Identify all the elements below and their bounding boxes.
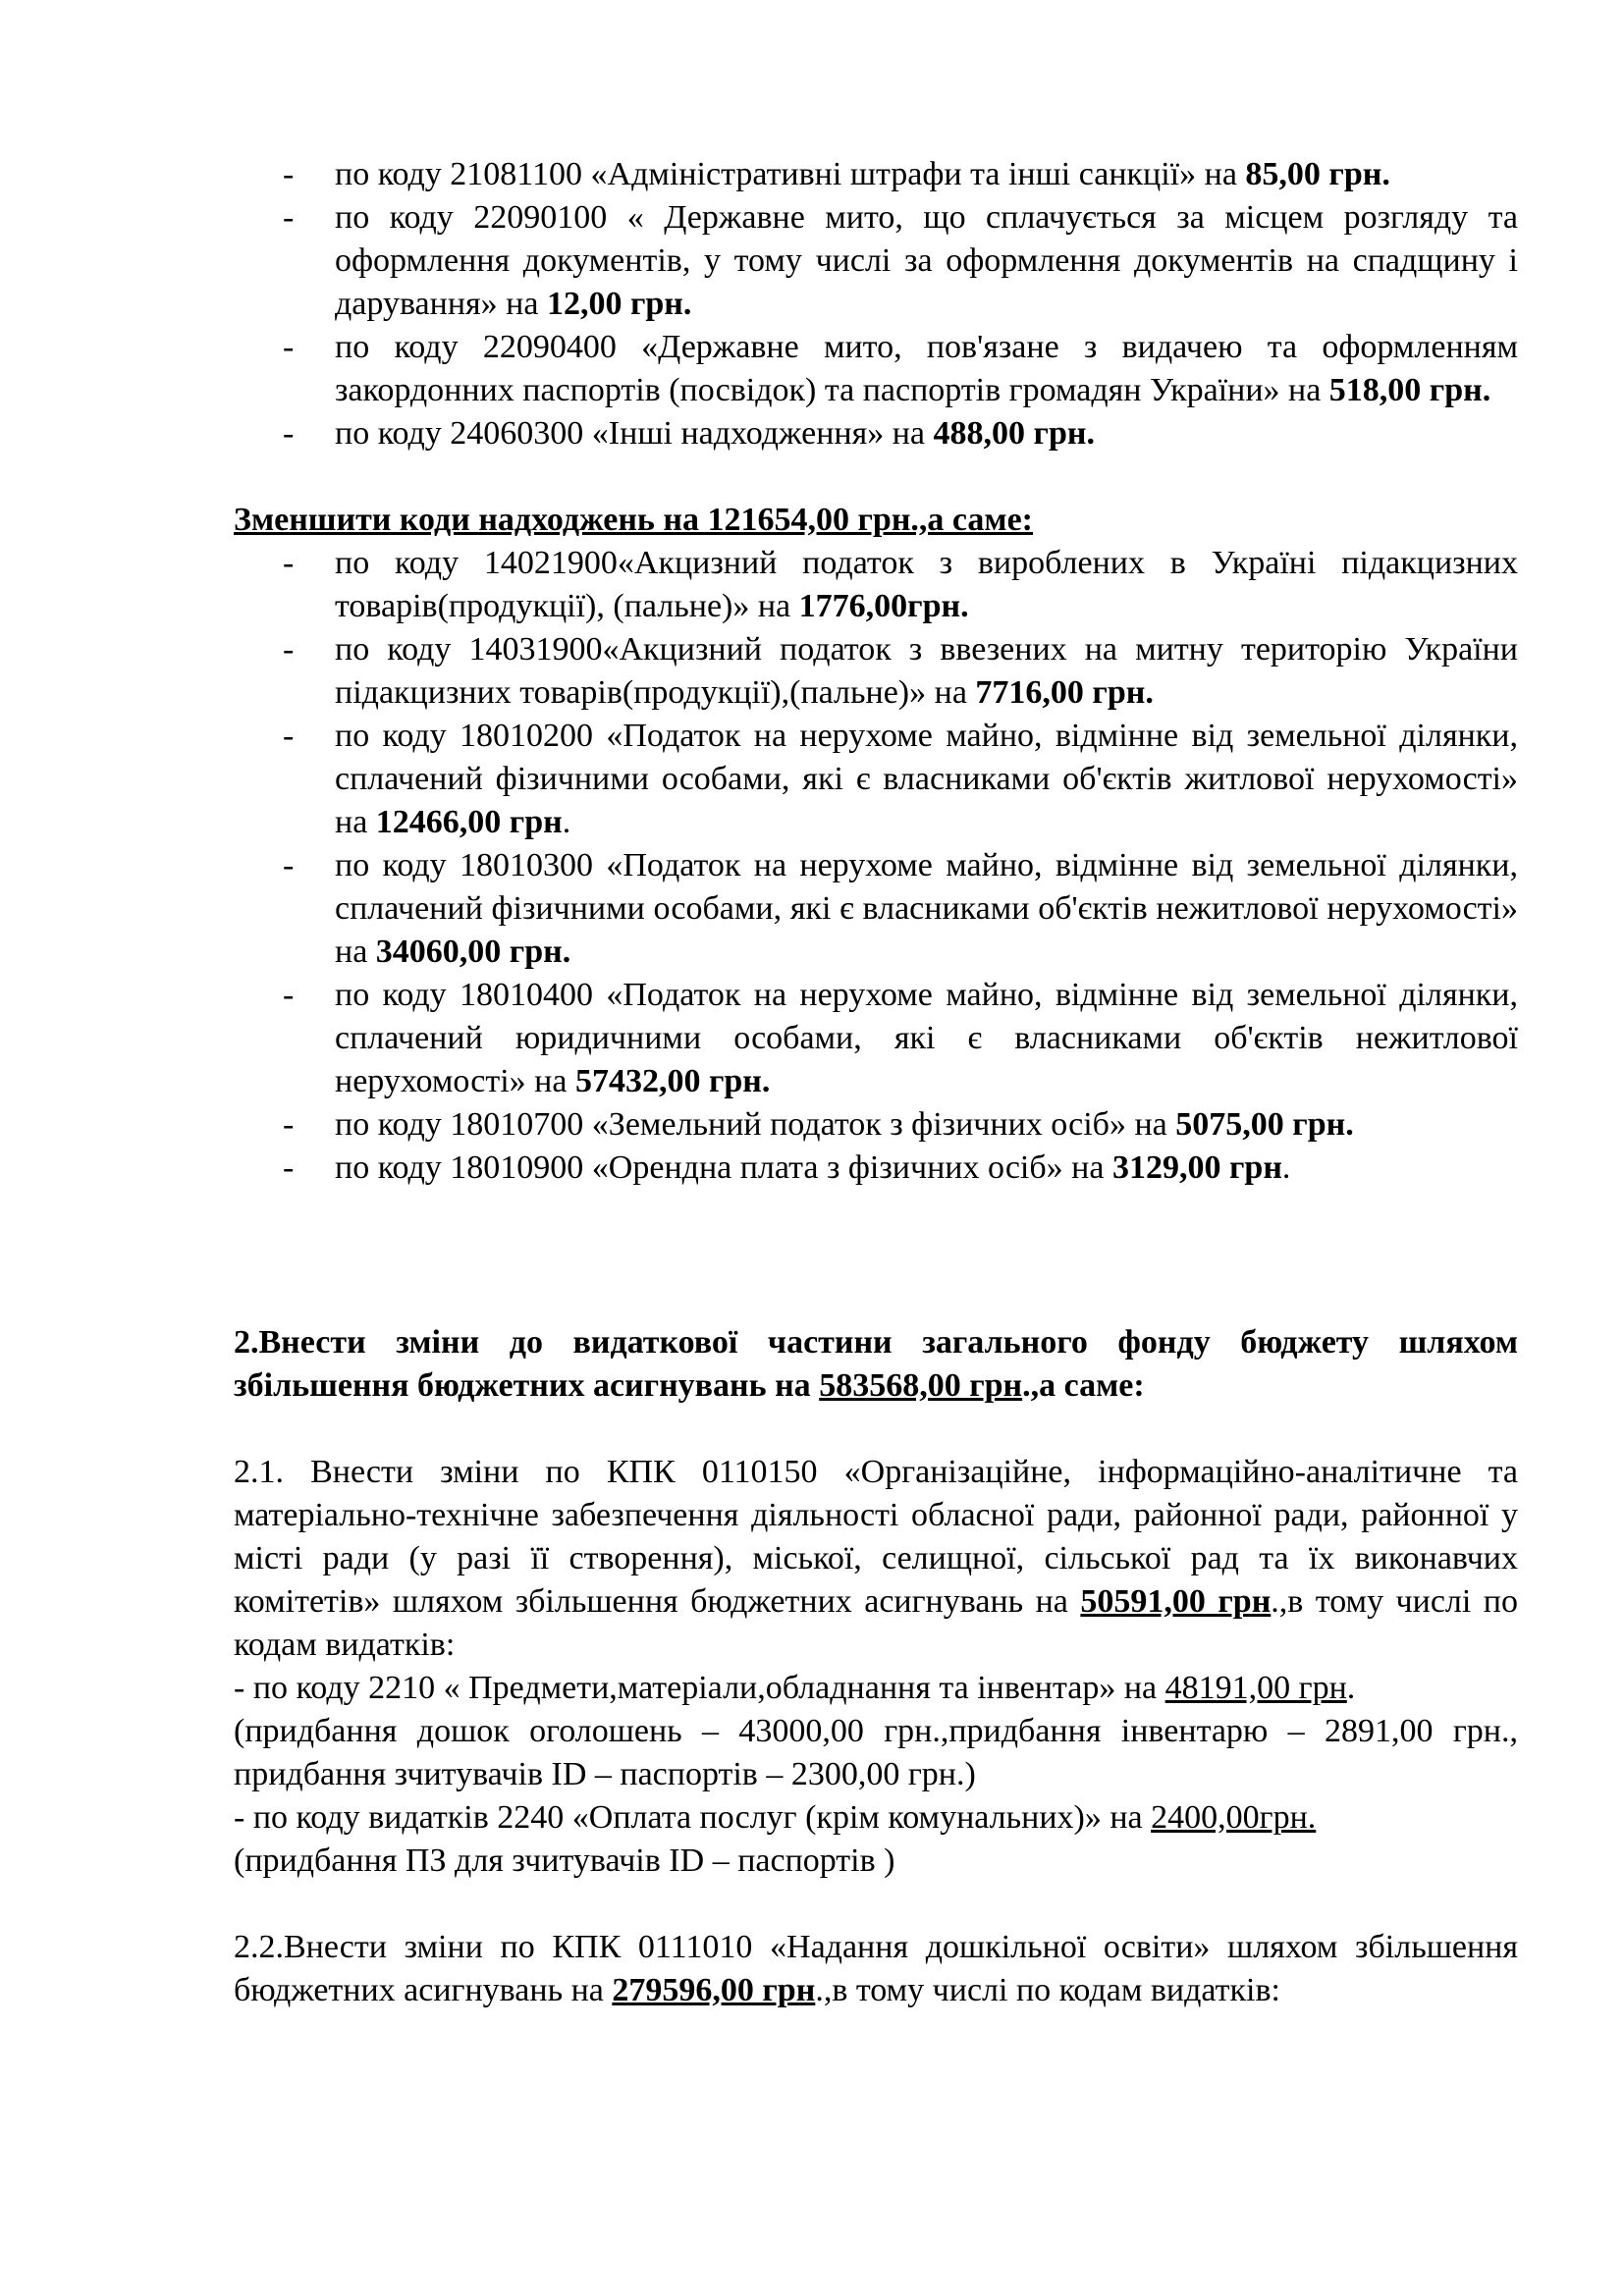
decrease-heading: Зменшити коди надходжень на 121654,00 грн.,а саме: [234,502,1034,538]
list-item: - по коду 14021900«Акцизний податок з вироблених в Україні підакцизних товарів(продукції), (пальне)» на 1776,00грн. [283,545,1518,624]
list-item: - по коду 22090100 « Державне мито, що сплачується за місцем розгляду та оформлення документів, у тому числі за оформлення документів на спадщину і дарування» на 12,00 грн. [283,199,1518,322]
list-item: - по коду 14031900«Акцизний податок з ввезених на митну територію України підакцизних товарів(продукції),(пальне)» на 7716,00 грн. [283,631,1518,711]
paragraph-2-2: 2.2.Внести зміни по КПК 0111010 «Надання дошкільної освіти» шляхом збільшення бюджетних асигнувань на 279596,00 грн.,в тому числі по кодам видатків: [234,1929,1518,2008]
paragraph-2-1: 2.1. Внести зміни по КПК 0110150 «Організаційне, інформаційно-аналітичне та матеріально-технічне забезпечення діяльності обласної ради, районної ради, районної у місті ради (у разі її створення), міської, селищної, сільської рад та їх виконавчих комітетів» шляхом збільшення бюджетних асигнувань на 50591,00 грн.,в тому числі по кодам видатків: [234,1454,1518,1663]
list-item: - по коду 18010900 «Орендна плата з фізичних осіб» на 3129,00 грн. [283,1149,1291,1186]
document-page [234,153,1518,2012]
paragraph-2-1-software: (придбання ПЗ для зчитувачів ID – паспортів ) [234,1842,895,1879]
list-item: - по коду 22090400 «Державне мито, пов'язане з видачею та оформленням закордонних паспортів (посвідок) та паспортів громадян України» на 518,00 грн. [283,329,1518,408]
paragraph-2-1-purchases: (придбання дошок оголошень – 43000,00 грн.,придбання інвентарю – 2891,00 грн., придбання зчитувачів ID – паспортів – 2300,00 грн.) [234,1713,1518,1792]
list-item: - по коду 18010400 «Податок на нерухоме майно, відмінне від земельної ділянки, сплачений юридичними особами, які є власниками об'єктів нежитлової нерухомості» на 57432,00 грн. [283,977,1518,1099]
decrease-items-list [234,542,1518,1190]
list-item: - по коду 18010700 «Земельний податок з фізичних осіб» на 5075,00 грн. [283,1106,1354,1143]
increase-items-list [234,153,1518,455]
paragraph-2-1-line-2210: - по коду 2210 « Предмети,матеріали,обладнання та інвентар» на 48191,00 грн. [234,1670,1356,1706]
list-item: - по коду 18010200 «Податок на нерухоме майно, відмінне від земельної ділянки, сплачений фізичними особами, які є власниками об'єктів житлової нерухомості» на 12466,00 грн. [283,718,1518,840]
list-item: - по коду 18010300 «Податок на нерухоме майно, відмінне від земельної ділянки, сплачений фізичними особами, які є власниками об'єктів нежитлової нерухомості» на 34060,00 грн. [283,847,1518,970]
paragraph-2-1-line-2240: - по коду видатків 2240 «Оплата послуг (крім комунальних)» на 2400,00грн. [234,1799,1317,1836]
list-item: - по коду 21081100 «Адміністративні штрафи та інші санкції» на 85,00 грн. [283,156,1390,192]
section-2-title: 2.Внести зміни до видаткової частини загального фонду бюджету шляхом збільшення бюджетних асигнувань на 583568,00 грн.,а саме: [234,1324,1518,1404]
list-item: - по коду 24060300 «Інші надходження» на 488,00 грн. [283,415,1095,452]
